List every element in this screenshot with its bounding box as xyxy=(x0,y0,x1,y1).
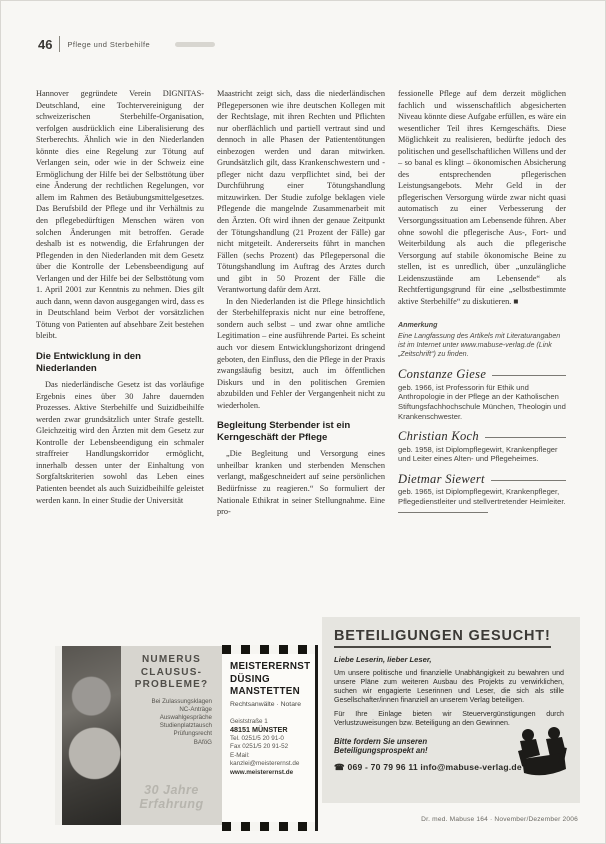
photo-credit-strip xyxy=(55,646,62,825)
article-column-1 xyxy=(36,88,204,644)
law-website: www.meisterernst.de xyxy=(230,769,294,777)
beteiligungen-paragraph: Für Ihre Einlage bieten wir Steuervergünstigungen durch Verlustzuweisungen bzw. Beteiligung an den Gewinnen. xyxy=(334,710,564,728)
author-rule xyxy=(485,437,566,438)
nc-service-item: BAföG xyxy=(193,738,212,746)
law-city: 48151 MÜNSTER xyxy=(230,725,288,735)
author-block xyxy=(398,471,566,516)
page-footer: Dr. med. Mabuse 164 · November/Dezember 2006 xyxy=(421,816,578,823)
article-paragraph: Maastricht zeigt sich, dass die niederländischen Pflegepersonen wie ihre deutschen Kollegen mit der Rechtslage, mit ihren Rechten und Pflichten nur oberflächlich und partiell vertraut sind und dennoch in alle Phasen der Patiententötungen einbezogen werden und daran mitwirken. Grundsätzlich gilt, dass Krankenschwestern und -pfleger nicht dazu verpflichtet sind, bei der Durchführung einer Tötungshandlung mitzuwirken. Der Studie zufolge beklagen viele Pflegende die mangelnde Zusammenarbeit mit den Ärzten. Oft wird ihnen der genaue Zeitpunkt der Tötungshandlung (21 Prozent der Fälle) gar nicht mitgeteilt. Andererseits führt in manchen Fällen (sechs Prozent) das Pflegepersonal die Tötungshandlung im Auftrag des Arztes durch und gibt in 50 Prozent der Fälle die Verantwortung dafür dem Arzt. xyxy=(217,89,385,295)
ad-portrait-photo xyxy=(55,646,121,825)
section-title: Pflege und Sterbehilfe xyxy=(67,39,151,49)
law-street: Geiststraße 1 xyxy=(230,717,268,725)
article-column-3 xyxy=(398,88,566,644)
phone-icon: ☎ xyxy=(334,761,345,772)
article-paragraph: fessionelle Pflege auf dem derzeit möglichen fachlich und wissenschaftlich abgesicherten Niveau könnte diese Aufgabe erfüllen, es wäre ein wesentlicher Teil ihres Kerngeschäfts. Diese Möglichkeit zu realisieren, bedürfte jedoch des politischen und gesellschaftlichen Willens und der – so banal es klingt – ökonomischen Absicherung des entsprechenden pflegerischen Leistungsangebots. Mehr Geld in der pflegerischen Versorgung würde zwar nicht quasi automatisch zu einer Verbesserung der Versorgungssituation am Lebensende führen. Aber ohne sowohl die pflegerische Aus-, Fort- und Weiterbildung als auch die pflegerische Versorgung auf stabile ökonomische Beine zu stellen, ist es unredlich, über „unzulängliche Leidenszustände am Lebensende“ als Rechtfertigungsgrund für eine „selbstbestimmte aktive Sterbehilfe“ zu diskutieren. ■ xyxy=(398,89,566,306)
author-block xyxy=(398,431,566,464)
article-paragraph: „Die Begleitung und Versorgung eines unheilbar kranken und sterbenden Menschen verlangt, maßgeschneidert auf seine persönlichen Bedürfnisse zu reagieren.“ So formuliert der Nationale Ethikrat in seiner Stellungnahme. Eine pro- xyxy=(217,449,385,517)
article-paragraph: Hannover gegründete Verein DIGNITAS-Deutschland, eine Tochtervereinigung der schweizerischen Sterbehilfe-Organisation, verfolgen ausdrücklich eine Liberalisierung des Sterberechts. Ähnlich wie in den Niederlanden könnte dies eine Regelung zur Tötung auf Verlangen sein, oder wie in der Schweiz eine Ermöglichung der Hilfe bei der Selbsttötung über eine Änderung der rechtlichen Regelungen, vor allem im Rahmen des Betäubungsmittelgesetzes. Das Berufsbild der Pflege und ihr Verhältnis zu den pflegebedürftigen Menschen wären von solchen Änderungen mit betroffen. Gerade deshalb ist es notwendig, die Erfahrungen der Pflegenden in den Niederlanden mit dem Gesetz über die Kontrolle der Lebensbeendigung auf Verlangen und der Hilfe bei der Selbsttötung vom 1. April 2001 zur Kenntnis zu nehmen. Dies gilt auch dann, wenn davon ausgegangen wird, dass es in Deutschland beim Verbot der vorsätzlichen Tötung von Patienten auf absehbare Zeit bestehen bleibt. xyxy=(36,89,204,341)
nc-service-item: NC-Anträge xyxy=(179,705,212,713)
nc-ad-title: NUMERUS CLAUSUS- PROBLEME? xyxy=(134,654,209,690)
law-fax: Fax 0251/5 20 91-52 xyxy=(230,743,289,751)
author-rule xyxy=(491,480,566,481)
law-firm-address xyxy=(230,718,308,778)
author-name: Christian Koch xyxy=(398,429,479,444)
author-rule xyxy=(492,375,566,376)
law-firm-subtitle: Rechtsanwälte · Notare xyxy=(230,700,302,708)
nc-service-item: Prüfungsrecht xyxy=(173,730,212,738)
law-tel: Tel. 0251/5 20 91-0 xyxy=(230,734,284,742)
filmstrip-border-bottom xyxy=(222,822,315,831)
beteiligungen-cta: Bitte fordern Sie unseren Beteiligungsprospekt an! xyxy=(334,736,428,755)
author-name: Constanze Giese xyxy=(398,367,487,382)
law-firm-ad xyxy=(222,645,318,831)
article-paragraph: Das niederländische Gesetz ist das vorläufige Ergebnis eines über 30 Jahre dauernden Prozesses. Aktive Sterbehilfe und Suizidbeihilfe werden zwar grundsätzlich unter Strafe gestellt. Gleichzeitig wird den Ärzten mit dem Gesetz zur Kontrolle der Lebensbeendigung ein schmaler straffreier Handlungskorridor ermöglicht, innerhalb dessen unter der Einhaltung von Sorgfaltskriterien sowohl das Leben eines Patienten beendet als auch Suizidbeihilfe geleistet werden kann. In einer Studie der Universität xyxy=(36,380,204,505)
subheading-niederlande: Die Entwicklung in den Niederlanden xyxy=(36,351,142,375)
author-block xyxy=(398,369,566,421)
nc-service-item: Bei Zulassungsklagen xyxy=(151,697,212,705)
author-name: Dietmar Siewert xyxy=(398,471,485,486)
filmstrip-border-top xyxy=(222,645,315,654)
page-header xyxy=(38,36,150,52)
law-email: E-Mail: kanzlei@meisterernst.de xyxy=(230,751,300,768)
numerus-clausus-ad xyxy=(121,646,222,825)
phone-number: 069 - 70 79 96 11 xyxy=(347,761,418,772)
nc-service-item: Studienplatztausch xyxy=(159,722,212,730)
header-divider xyxy=(59,36,60,52)
beteiligungen-salutation: Liebe Leserin, lieber Leser, xyxy=(334,655,432,664)
cartoon-illustration xyxy=(510,721,572,781)
author-bio: geb. 1965, ist Diplompflegewirt, Krankenpfleger, Pflegedienstleiter und stellvertretender Heimleiter. xyxy=(398,487,566,516)
footnote-text: Eine Langfassung des Artikels mit Literaturangaben ist im Internet unter www.mabuse-verlag.de (Link „Zeitschrift“) zu finden. xyxy=(398,331,561,358)
contact-email: info@mabuse-verlag.de xyxy=(420,761,522,772)
beteiligungen-paragraph: Um unsere politische und finanzielle Unabhängigkeit zu bewahren und unsere Pläne zum weiteren Ausbau des Projekts zu verwirklichen, suchen wir engagierte Leserinnen und Leser, die sich als stille Gesellschafter/innen finanziell an unserem Verlag beteiligen. xyxy=(334,669,564,705)
nc-ad-services xyxy=(127,698,216,747)
footnote xyxy=(398,321,566,359)
footnote-title: Anmerkung xyxy=(398,321,438,330)
page-number: 46 xyxy=(38,36,53,52)
beteiligungen-headline: BETEILIGUNGEN GESUCHT! xyxy=(334,628,551,648)
article-paragraph: In den Niederlanden ist die Pflege hinsichtlich der Sterbehilfepraxis nicht nur eine betroffene, sondern auch selbst – und zwar ohne amtliche Legitimation – eine ausführende Partei. Es scheint auch vor diesem Entwicklungshorizont dringend geboten, den Einfluss, den die Pflege in der Praxis zwangsläufig besitzt, auch im öffentlichen Diskurs und in den politischen Gremien abzubilden und Fehler der Vergangenheit nicht zu wiederholen. xyxy=(217,296,385,410)
beteiligungen-ad xyxy=(322,617,580,803)
bio-rule xyxy=(398,512,488,513)
article-column-2 xyxy=(217,88,385,644)
author-bio: geb. 1958, ist Diplompflegewirt, Krankenpfleger und Leiter eines Alten- und Pflegeheimes. xyxy=(398,444,558,464)
subheading-kerngeschaeft: Begleitung Sterbender ist ein Kerngeschäft der Pflege xyxy=(217,420,351,444)
scan-smudge xyxy=(175,42,215,47)
author-bio: geb. 1966, ist Professorin für Ethik und Anthropologie in der Pflege an der Katholischen Stiftungsfachhochschule München, Theologin und Krankenschwester. xyxy=(398,382,566,421)
nc-ad-slogan: 30 Jahre Erfahrung xyxy=(139,783,204,811)
law-firm-name: MEISTERERNST DÜSING MANSTETTEN xyxy=(230,661,311,697)
nc-service-item: Auswahlgespräche xyxy=(159,713,212,721)
